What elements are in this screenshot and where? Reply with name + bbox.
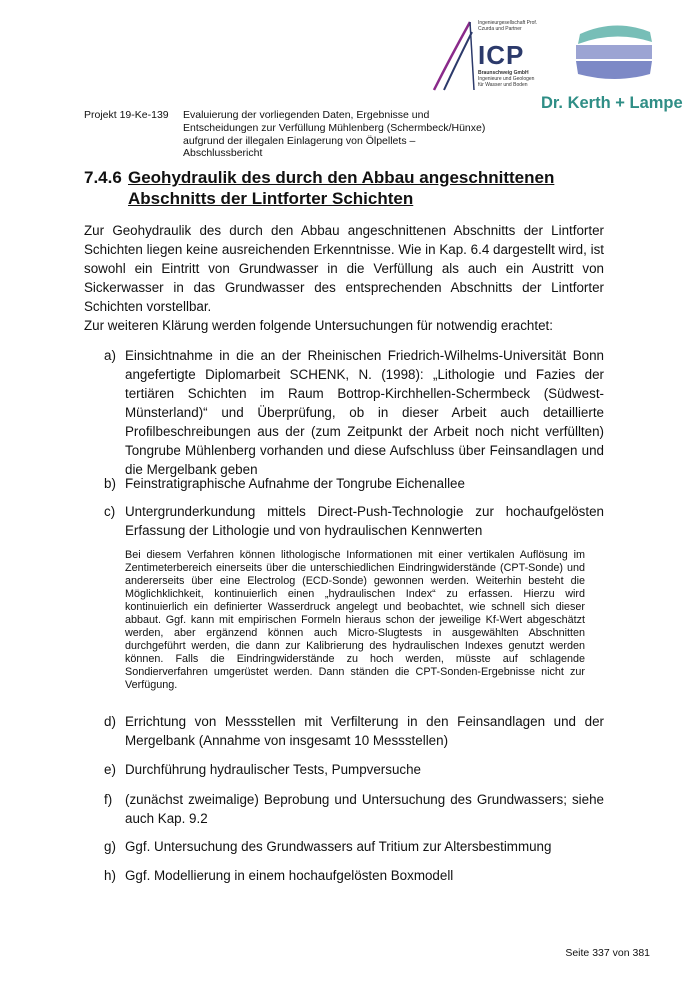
list-item-text: Einsichtnahme in die an der Rheinischen Friedrich-Wilhelms-Universität Bonn angefertigte Diplomarbeit SCHENK, N. (1998): „Lithologie und Fazies der tertiären Schichten im Raum Bottrop-Kirchhellen-Schermbeck (Südwest-Münsterland)“ und Überprüfung, ob in dieser Arbeit auch detaillierte Profilbeschreibungen aus der (zum Zeitpunkt der Arbeit noch nicht verfüllten) Tongrube Mühlenberg vorhanden und diese Aufschluss über Feinsandlagen und die Mergelbank geben: [125, 348, 604, 477]
direct-push-note: Bei diesem Verfahren können lithologische Informationen mit einer vertikalen Auflösung im Zentimeterbereich einerseits über die unterschiedlichen Eindringwiderstände (CPT-Sonde) und andererseits über eine Electrolog (ECD-Sonde) gewonnen werden. Weiterhin besteht die Möglichklichkeit, kontinuierlich einen „hydraulischen Index“ zu erfassen. Hierzu wird kontinuierlich ein definierter Wasserdruck angelegt und beobachtet, wie schnell sich dieser abbaut. Ggf. kann mit empirischen Formeln hieraus schon der jeweilige Kf-Wert abgeschätzt werden, aber ergänzend können auch Micro-Slugtests in ausgewählten Abschnitten durchgeführt werden, die dann zur Kalibrierung des hydraulischen Indexes genutzt werden können. Falls die Eindringwiderstände zu hoch werden, müsste auf schlagende Sondierverfahren umgerüstet werden. Dann ständen die CPT-Sonden-Ergebnisse nicht zur Verfügung.: [125, 549, 585, 691]
list-marker: c): [104, 504, 116, 519]
list-item-text: Errichtung von Messstellen mit Verfilterung in den Feinsandlagen und der Mergelbank (Annahme von insgesamt 10 Messstellen): [125, 714, 604, 748]
page-header: [0, 0, 700, 160]
page-number: Seite 337 von 381: [565, 947, 650, 959]
list-marker: g): [104, 839, 116, 854]
project-label: Projekt 19-Ke-139: [84, 109, 169, 121]
list-item-text: Ggf. Modellierung in einem hochaufgelösten Boxmodell: [125, 868, 454, 883]
list-item-text: Durchführung hydraulischer Tests, Pumpversuche: [125, 762, 421, 777]
list-item-text: Feinstratigraphische Aufnahme der Tongrube Eichenallee: [125, 476, 465, 491]
list-item-text: (zunächst zweimalige) Beprobung und Untersuchung des Grundwassers; siehe auch Kap. 9.2: [125, 792, 604, 826]
list-item-text: Ggf. Untersuchung des Grundwassers auf Tritium zur Altersbestimmung: [125, 839, 552, 854]
list-marker: f): [104, 792, 113, 807]
lead-paragraph: Zur weiteren Klärung werden folgende Untersuchungen für notwendig erachtet:: [84, 318, 553, 333]
list-item-text: Untergrunderkundung mittels Direct-Push-Technologie zur hochaufgelösten Erfassung der Lithologie und von hydraulischen Kennwerten: [125, 504, 604, 538]
list-marker: b): [104, 476, 116, 491]
section-title: Geohydraulik des durch den Abbau angeschnittenen Abschnitts der Lintforter Schichten: [128, 168, 555, 208]
dk-name: Dr. Kerth + Lampe: [541, 94, 683, 112]
dk-wave-icon: [540, 12, 690, 92]
list-marker: a): [104, 348, 116, 363]
icp-name: ICP: [478, 40, 525, 70]
section-number: 7.4.6: [84, 168, 122, 187]
icp-tagline-top: Ingenieurgesellschaft Prof. Czurda und Partner: [478, 20, 538, 32]
list-marker: h): [104, 868, 116, 883]
icp-subname: Braunschweig GmbH: [478, 70, 529, 76]
list-marker: e): [104, 762, 116, 777]
list-marker: d): [104, 714, 116, 729]
icp-tagline-bottom: Ingenieure und Geologen für Wasser und Boden: [478, 76, 535, 88]
intro-paragraph: Zur Geohydraulik des durch den Abbau angeschnittenen Abschnitts der Lintforter Schichten liegen keine ausreichenden Erkenntnisse. Wie in Kap. 6.4 dargestellt wird, ist sowohl ein Eintritt von Grundwasser in die Verfüllung als auch ein Austritt von Sickerwasser in das Grundwasser des entsprechenden Abschnitts der Lintforter Schichten vorstellbar.: [84, 223, 604, 314]
project-title: Evaluierung der vorliegenden Daten, Ergebnisse und Entscheidungen zur Verfüllung Mühlenberg (Schermbeck/Hünxe) aufgrund der illegalen Einlagerung von Ölpellets – Abschlussbericht: [183, 109, 486, 160]
